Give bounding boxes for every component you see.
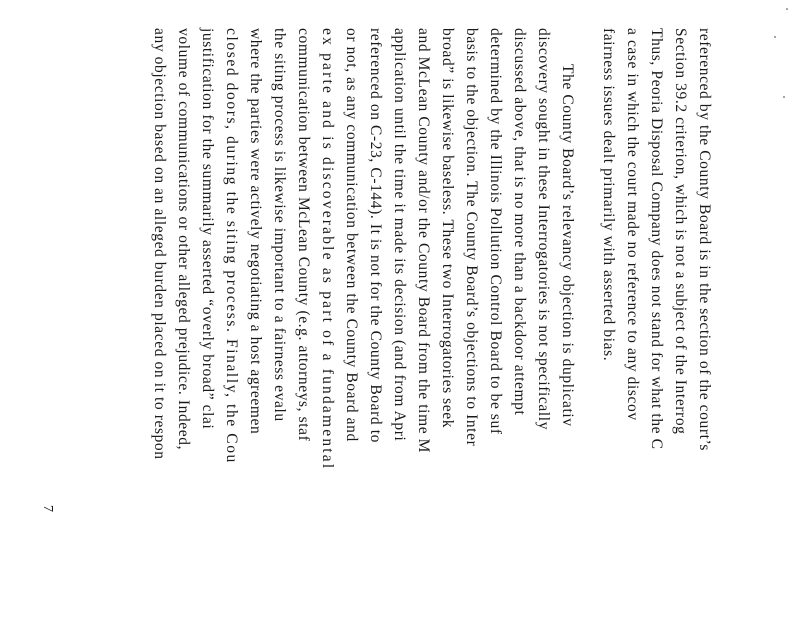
text-line: Thus, Peoria Disposal Company does not stand for what the C <box>648 28 665 450</box>
text-line: application until the time it made its decision (and from Apri <box>391 28 408 442</box>
text-line: volume of communications or other alleged prejudice. Indeed, <box>175 28 192 451</box>
text-line: Section 39.2 criterion, which is not a subject of the Interrog <box>672 28 689 435</box>
text-line: referenced on C-23, C-144). It is not for the County Board to <box>367 28 384 443</box>
page-number: 7 <box>40 505 55 512</box>
text-line: determined by the Illinois Pollution Control Board to be suf <box>487 28 504 435</box>
scan-speck <box>783 96 785 98</box>
text-line: discovery sought in these Interrogatories is not specifically <box>535 28 552 431</box>
text-line: justification for the summarily asserted “overly broad” clai <box>199 28 216 430</box>
text-line: and McLean County and/or the County Board from the time M <box>415 28 432 454</box>
text-line: or not, as any communication between the County Board and <box>343 28 360 442</box>
text-line: where the parties were actively negotiating a host agreemen <box>247 28 264 435</box>
text-line: the siting process is likewise important to a fairness evalu <box>271 28 288 422</box>
text-line: basis to the objection. The County Board’s objections to Inter <box>463 28 480 447</box>
text-line: referenced by the County Board is in the section of the court’s <box>696 28 713 452</box>
text-line: communication between McLean County (e.g. attorneys, staf <box>295 28 312 442</box>
text-line: closed doors, during the siting process. Finally, the Cou <box>223 28 240 464</box>
text-line: ex parte and is discoverable as part of a fundamental <box>319 28 336 471</box>
scan-speck <box>786 8 788 10</box>
rotated-text-block <box>72 28 712 618</box>
text-line: any objection based on an alleged burden placed on it to respon <box>151 28 168 460</box>
text-line: broad” is likewise baseless. These two Interrogatories seek <box>439 28 456 429</box>
text-line: The County Board’s relevancy objection is duplicativ <box>559 64 576 427</box>
text-line: discussed above, that is no more than a backdoor attempt <box>511 28 528 416</box>
scan-speck <box>774 36 776 38</box>
text-line: a case in which the court made no reference to any discov <box>624 28 641 421</box>
text-line: fairness issues dealt primarily with asserted bias. <box>600 28 617 362</box>
